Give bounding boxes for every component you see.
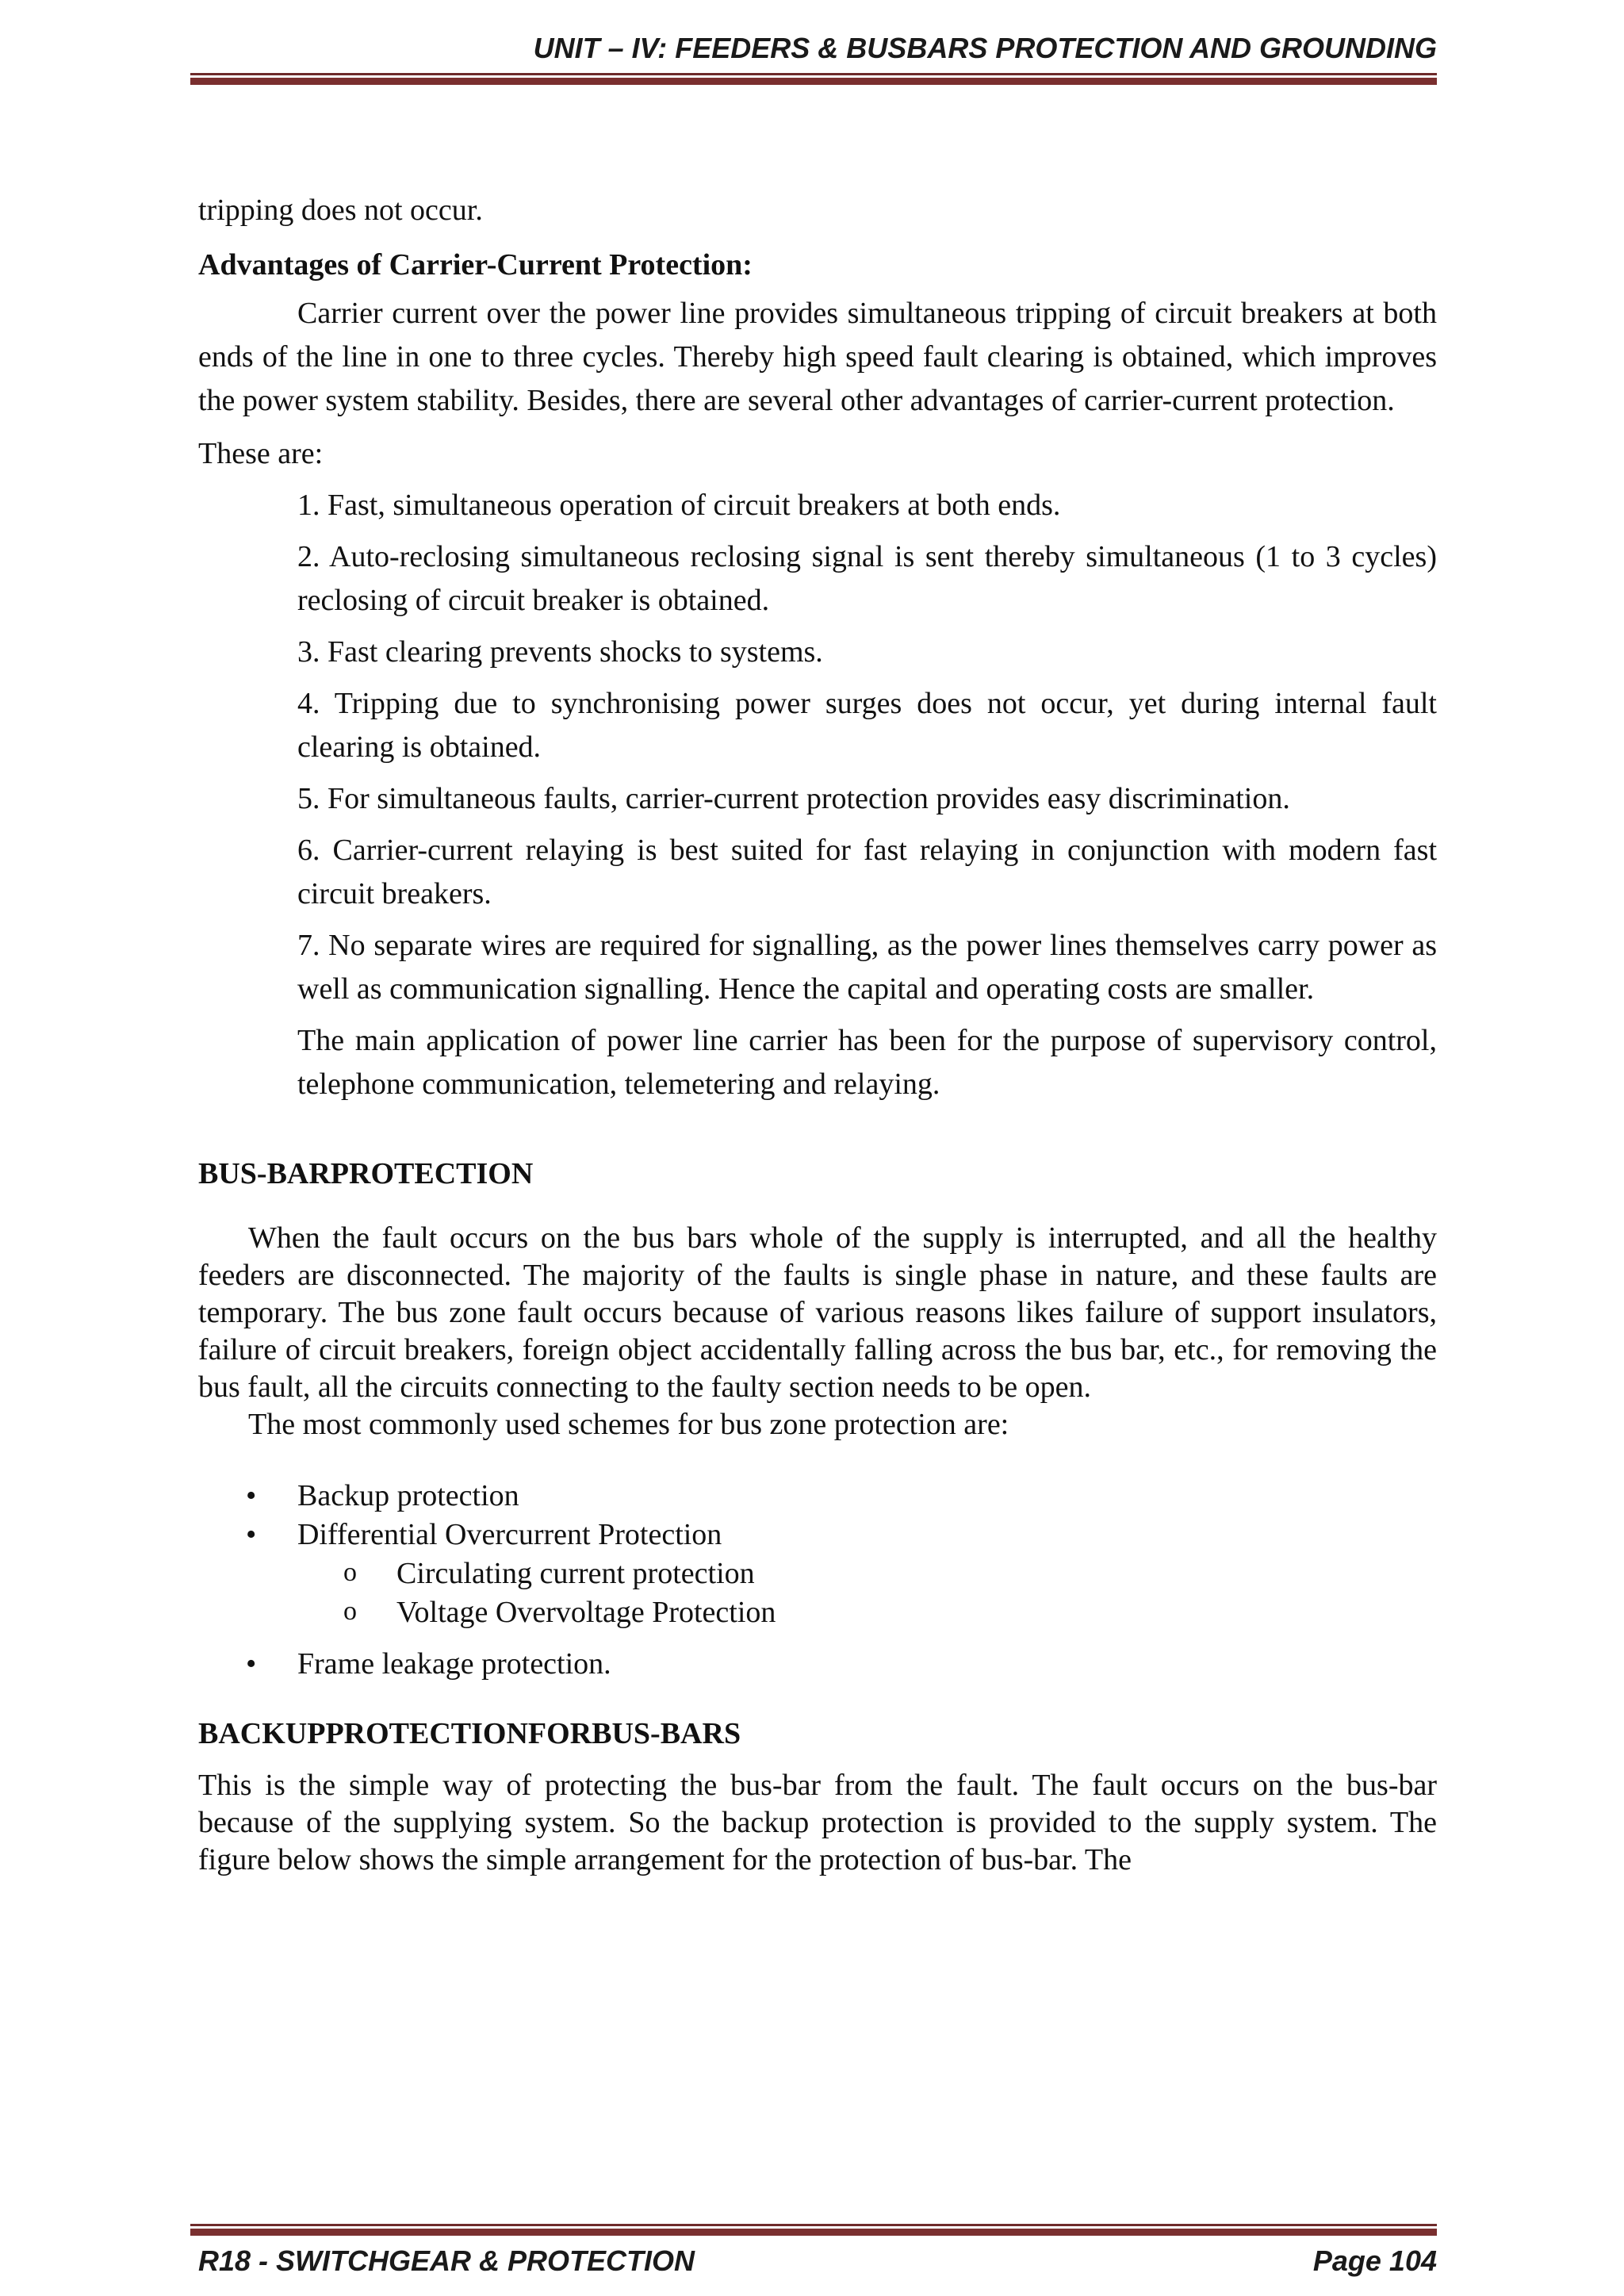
advantage-item-7: 7. No separate wires are required for signalling, as the power lines themselves carry power as well as communication signalling. Hence the capital and operating costs are smaller.	[297, 929, 1437, 1006]
list-item: o Circulating current protection	[198, 1554, 1437, 1593]
busbar-sub-list	[198, 1554, 1437, 1632]
busbar-lead: The most commonly used schemes for bus zone protection are:	[248, 1408, 1009, 1441]
advantage-item-1: 1. Fast, simultaneous operation of circuit breakers at both ends.	[297, 489, 1061, 522]
list-item: • Differential Overcurrent Protection	[198, 1516, 1437, 1554]
advantage-item-4: 4. Tripping due to synchronising power surges does not occur, yet during internal fault clearing is obtained.	[297, 687, 1437, 764]
advantages-closing: The main application of power line carrier has been for the purpose of supervisory control, telephone communication, telemetering and relaying.	[297, 1024, 1437, 1101]
advantages-heading: Advantages of Carrier-Current Protection:	[198, 248, 753, 282]
footer-course-title: R18 - SWITCHGEAR & PROTECTION	[198, 2244, 695, 2277]
circle-bullet-icon: o	[343, 1596, 357, 1626]
advantage-item-6: 6. Carrier-current relaying is best suited for fast relaying in conjunction with modern fast circuit breakers.	[297, 834, 1437, 910]
busbar-heading: BUS-BARPROTECTION	[198, 1157, 534, 1190]
page-number: Page 104	[1312, 2244, 1437, 2277]
list-item: • Frame leakage protection.	[198, 1645, 1437, 1684]
backup-heading: BACKUPPROTECTIONFORBUS-BARS	[198, 1717, 741, 1750]
busbar-scheme-list	[198, 1477, 1437, 1554]
advantage-item-2: 2. Auto-reclosing simultaneous reclosing signal is sent thereby simultaneous (1 to 3 cycles) reclosing of circuit breaker is obtained.	[297, 540, 1437, 617]
footer-rule	[190, 2224, 1437, 2236]
page-content	[198, 189, 1437, 1879]
header-rule	[190, 73, 1437, 85]
list-item: • Backup protection	[198, 1477, 1437, 1516]
advantage-item-5: 5. For simultaneous faults, carrier-current protection provides easy discrimination.	[297, 782, 1290, 815]
list-item: o Voltage Overvoltage Protection	[198, 1593, 1437, 1632]
header-title: UNIT – IV: FEEDERS & BUSBARS PROTECTION AND GROUNDING	[533, 32, 1437, 64]
advantage-item-3: 3. Fast clearing prevents shocks to systems.	[297, 635, 823, 669]
advantages-lead: These are:	[198, 437, 324, 470]
advantages-paragraph: Carrier current over the power line provides simultaneous tripping of circuit breakers at both ends of the line in one to three cycles. Thereby high speed fault clearing is obtained, which improves the power system stability. Besides, there are several other advantages of carrier-current protection.	[198, 297, 1437, 417]
bullet-icon: •	[246, 1647, 257, 1681]
bullet-icon: •	[246, 1518, 257, 1551]
backup-paragraph: This is the simple way of protecting the bus-bar from the fault. The fault occurs on the bus-bar because of the supplying system. So the backup protection is provided to the supply system. The figure below shows the simple arrangement for the protection of bus-bar. The	[198, 1769, 1437, 1876]
busbar-paragraph: When the fault occurs on the bus bars whole of the supply is interrupted, and all the healthy feeders are disconnected. The majority of the faults is single phase in nature, and these faults are temporary. The bus zone fault occurs because of various reasons likes failure of support insulators, failure of circuit breakers, foreign object accidentally falling across the bus bar, etc., for removing the bus fault, all the circuits connecting to the faulty section needs to be open.	[198, 1221, 1437, 1404]
bullet-icon: •	[246, 1479, 257, 1512]
circle-bullet-icon: o	[343, 1558, 357, 1587]
intro-line: tripping does not occur.	[198, 194, 483, 227]
busbar-scheme-list-end	[198, 1645, 1437, 1684]
